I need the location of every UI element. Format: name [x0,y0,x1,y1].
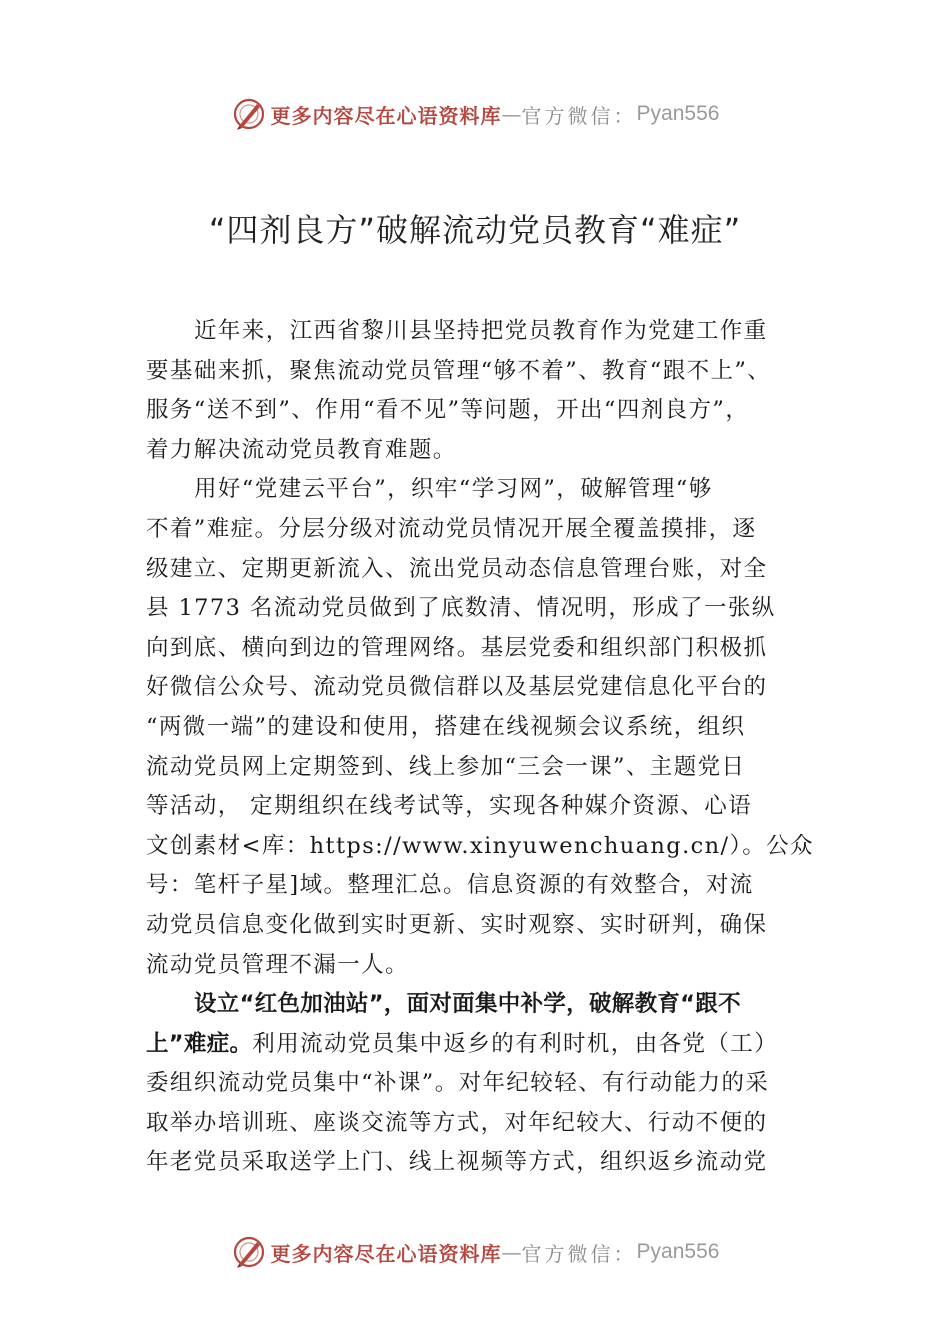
body-line: 取举办培训班、座谈交流等方式，对年纪较大、行动不便的 [146,1109,768,1136]
body-line [146,1183,810,1223]
footer-watermark [0,1230,950,1274]
body-line: 委组织流动党员集中“补课”。对年纪较轻、有行动能力的采 [146,1070,770,1097]
body-line: 县 1773 名流动党员做到了底数清、情况明，形成了一张纵 [146,595,776,622]
section-heading: 设立“红色加油站”，面对面集中补学，破解教育“跟不 [194,991,741,1018]
watermark-red-text: 更多内容尽在心语资料库 [270,1241,502,1266]
body-line: 向到底、横向到边的管理网络。基层党委和组织部门积极抓 [146,634,768,661]
watermark-dash: — [501,1240,522,1264]
body-line: “两微一端”的建设和使用，搭建在线视频会议系统，组织 [146,713,746,740]
section-heading-end: 上”难症。 [146,1030,253,1057]
body-line: 服务“送不到”、作用“看不见”等问题，开出“四剂良方”， [146,397,750,424]
body-line: 不着”难症。分层分级对流动党员情况开展全覆盖摸排，逐 [146,515,757,542]
body-line: 文创素材<库：https://www.xinyuwenchuang.cn/）。公众 [146,832,814,859]
watermark-wechat-id: Pyan556 [636,102,720,125]
body-line: 动党员信息变化做到实时更新、实时观察、实时研判，确保 [146,911,768,938]
watermark-grey-text: 官方微信： [521,103,637,128]
body-line: 级建立、定期更新流入、流出党员动态信息管理台账，对全 [146,555,768,582]
body-line: 流动党员网上定期签到、线上参加“三会一课”、主题党日 [146,753,746,780]
document-body [146,312,814,1223]
body-line: 等活动， 定期组织在线考试等，实现各种媒介资源、心语 [146,793,753,820]
watermark-red-text: 更多内容尽在心语资料库 [270,103,502,128]
body-line: 着力解决流动党员教育难题。 [146,436,457,463]
watermark-grey-text: 官方微信： [521,1241,637,1266]
body-line: 年老党员采取送学上门、线上视频等方式，组织返乡流动党 [146,1149,768,1176]
body-line: 近年来，江西省黎川县坚持把党员教育作为党建工作重 [194,318,768,344]
pen-logo-icon [231,96,267,132]
header-watermark [0,92,950,136]
watermark-dash: — [501,102,522,126]
document-title: “四剂良方”破解流动党员教育“难症” [208,211,742,249]
body-line: 好微信公众号、流动党员微信群以及基层党建信息化平台的 [146,674,768,701]
body-line: 上”难症。利用流动党员集中返乡的有利时机，由各党（工） [146,1030,779,1057]
body-line: 号：笔杆子星]域。整理汇总。信息资源的有效整合，对流 [146,872,754,899]
body-line: 要基础来抓，聚焦流动党员管理“够不着”、教育“跟不上”、 [146,357,772,384]
watermark-wechat-id: Pyan556 [636,1240,720,1263]
pen-logo-icon [231,1234,267,1270]
body-line: 流动党员管理不漏一人。 [146,951,409,978]
body-line: 用好“党建云平台”，织牢“学习网”，破解管理“够 [194,476,713,503]
